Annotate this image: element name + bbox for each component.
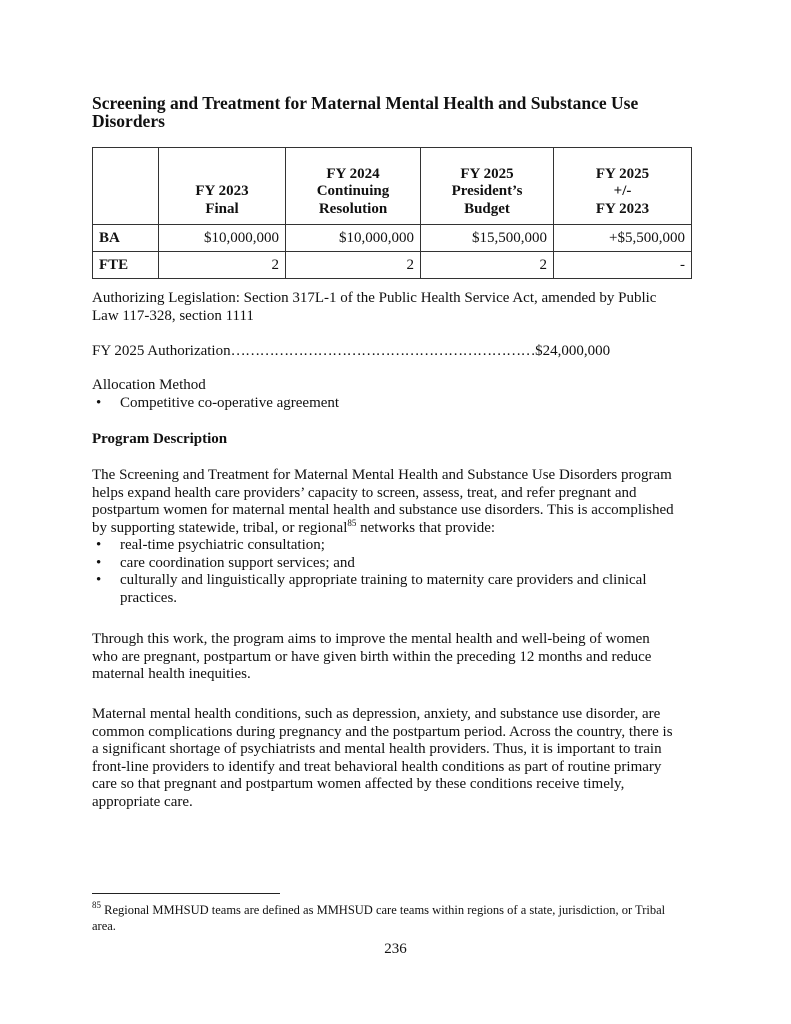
row-label: FTE — [93, 252, 159, 279]
header-fy2023: FY 2023 Final — [159, 148, 286, 225]
header-empty — [93, 148, 159, 225]
cell: 2 — [421, 252, 554, 279]
row-label: BA — [93, 225, 159, 252]
table-header-row — [93, 148, 692, 225]
authorization-label: FY 2025 Authorization — [92, 343, 231, 359]
leader-dots: ……………………………………………………… — [230, 343, 536, 359]
title-line: Disorders — [92, 110, 165, 131]
table-row — [93, 225, 692, 252]
table-row — [93, 252, 692, 279]
title-line: Screening and Treatment for Maternal Mental Health and Substance Use — [92, 93, 639, 113]
footnote-ref[interactable]: 85 — [347, 517, 357, 528]
allocation-method — [92, 377, 339, 412]
header-fy2024: FY 2024 Continuing Resolution — [286, 148, 421, 225]
authorizing-legislation: Authorizing Legislation: Section 317L-1 of the Public Health Service Act, amended by Public Law 117-328, section 1111 — [92, 290, 657, 324]
cell: +$5,500,000 — [554, 225, 692, 252]
footnote: $^{85}$ Regional MMHSUD teams are defined as MMHSUD care teams within regions of a state, jurisdiction, or Tribal area. — [92, 900, 666, 933]
list-item: • culturally and linguistically appropriate training to maternity care providers and clinical practices. — [96, 572, 647, 606]
cell: $10,000,000 — [286, 225, 421, 252]
header-fy2025: FY 2025 President’s Budget — [421, 148, 554, 225]
footnote-divider — [92, 893, 280, 894]
footnote-number: 85 — [92, 900, 101, 910]
section-title — [92, 95, 638, 130]
authorization-value: $24,000,000 — [535, 343, 611, 359]
page-number: 236 — [384, 941, 407, 957]
paragraph: Through this work, the program aims to improve the mental health and well-being of women who are pregnant, postpartum or have given birth within the preceding 12 months and reduce maternal health inequities. — [92, 631, 652, 682]
program-description-heading: Program Description — [92, 431, 228, 447]
allocation-heading: Allocation Method — [92, 377, 206, 393]
list-item: • care coordination support services; and — [96, 554, 355, 571]
cell: 2 — [159, 252, 286, 279]
list-item: • real-time psychiatric consultation; — [96, 537, 325, 553]
header-diff: FY 2025 +/- FY 2023 — [554, 148, 692, 225]
paragraph: The Screening and Treatment for Maternal Mental Health and Substance Use Disorders program helps expand health care providers’ capacity to screen, assess, treat, and refer pregnant and postpartum women for maternal mental health and substance use disorders. This is accomplished by supporting statewide, tribal, or regional$^{85}$ networks that provide: • real-time psychiatric consultation; • care coordination support services; and • culturally and linguistically appropriate training to maternity care providers and clinical practices. — [92, 467, 674, 606]
cell: - — [554, 252, 692, 279]
cell: $15,500,000 — [421, 225, 554, 252]
bullet-list — [92, 537, 674, 607]
cell: $10,000,000 — [159, 225, 286, 252]
budget-table — [92, 147, 692, 279]
cell: 2 — [286, 252, 421, 279]
paragraph: Maternal mental health conditions, such as depression, anxiety, and substance use disorder, are common complications during pregnancy and the postpartum period. Across the country, there is a significant shortage of psychiatrists and mental health providers. Thus, it is important to train front-line providers to identify and treat behavioral health conditions as part of routine primary care so that pregnant and postpartum women affected by these conditions receive timely, appropriate care. — [92, 706, 673, 810]
list-item: • Competitive co-operative agreement — [96, 394, 340, 411]
authorization-line — [92, 343, 610, 361]
